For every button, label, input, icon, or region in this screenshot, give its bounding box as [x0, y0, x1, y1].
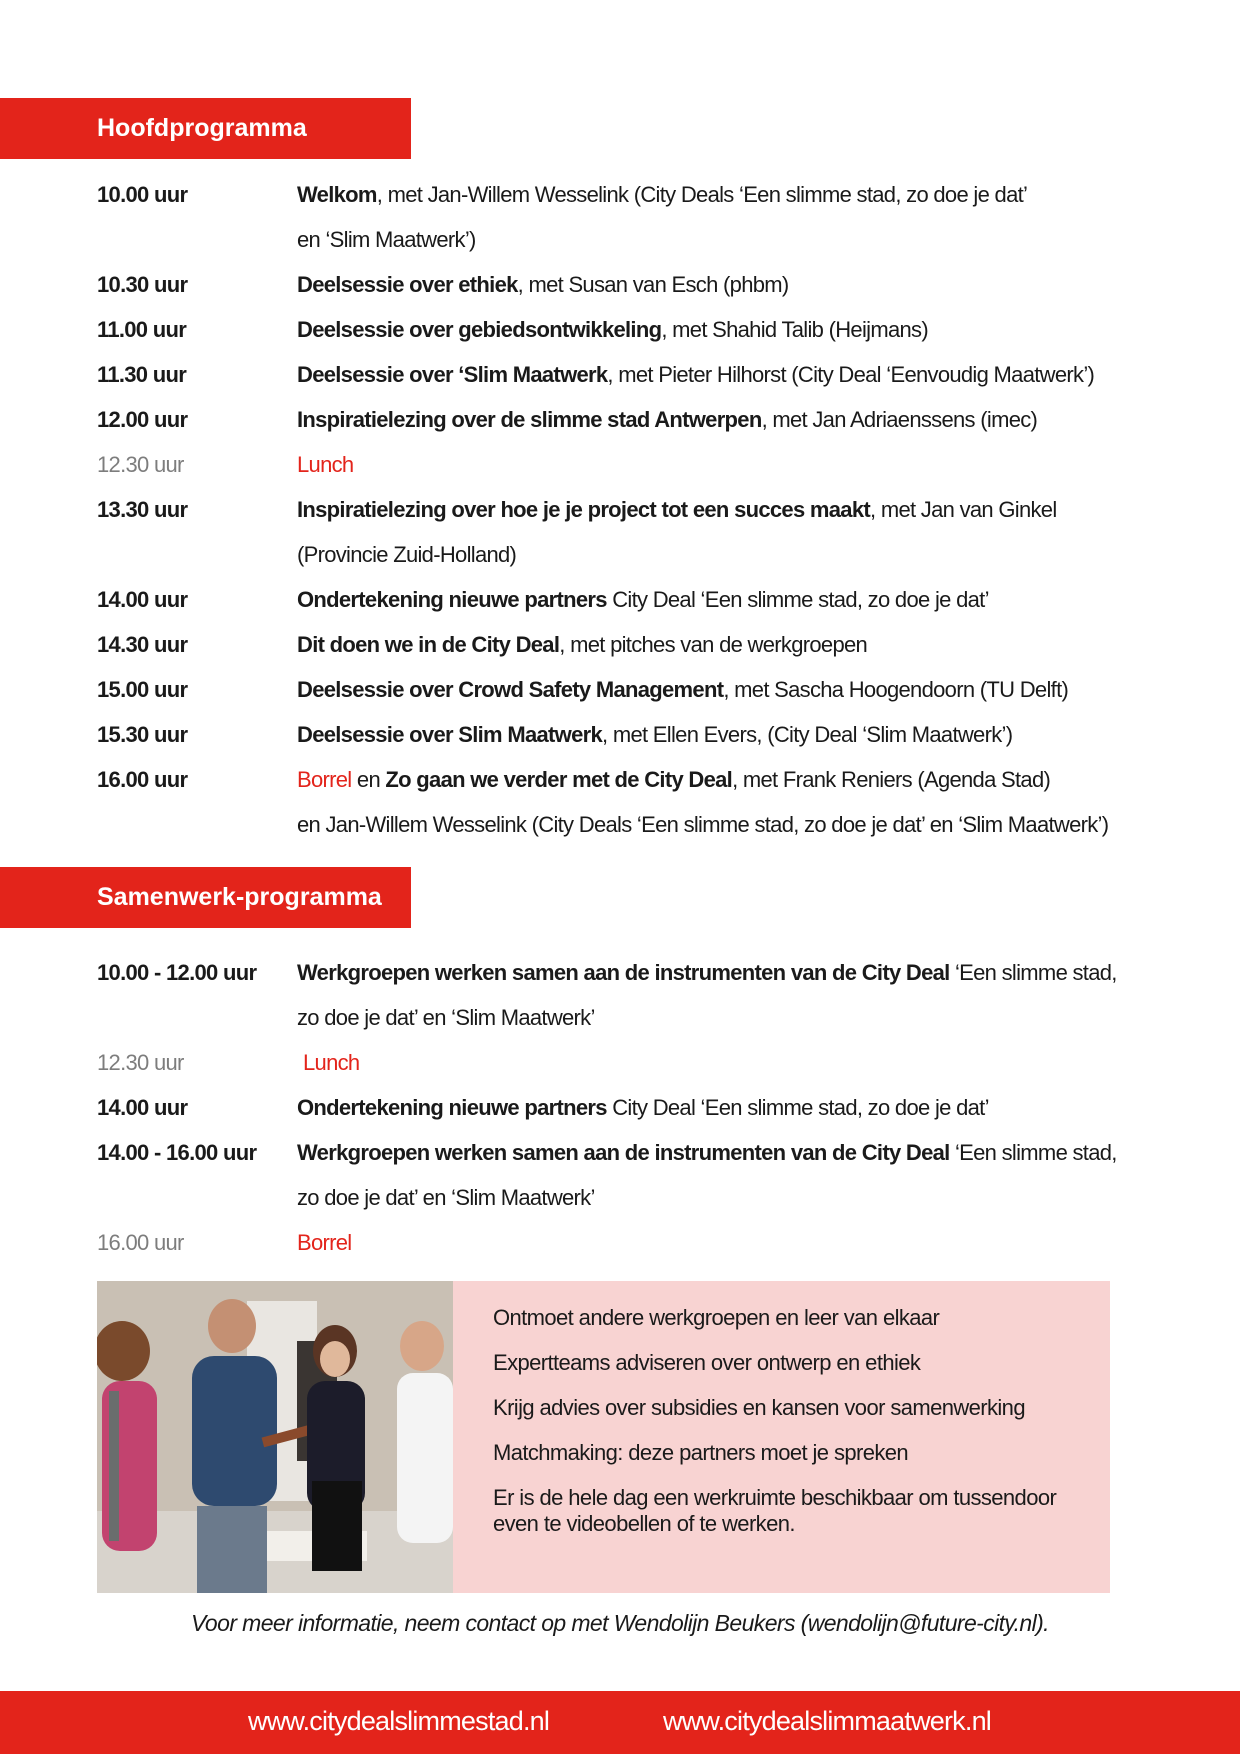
row-text: , met Sascha Hoogendoorn (TU Delft) [723, 677, 1069, 702]
row-text: , met Jan van Ginkel [870, 497, 1057, 522]
row-desc [297, 577, 1117, 622]
row-time: 11.00 uur [97, 317, 187, 342]
program-row [0, 487, 1240, 577]
info-item: Krijg advies over subsidies en kansen voor samenwerking [493, 1395, 1025, 1420]
program-row [0, 1130, 1240, 1220]
row-desc [297, 1085, 1117, 1130]
row-desc [297, 487, 1117, 577]
event-photo [97, 1281, 453, 1593]
row-time: 10.30 uur [97, 272, 188, 297]
footer-link-slimmaatwerk[interactable]: www.citydealslimmaatwerk.nl [663, 1706, 991, 1736]
info-item: Matchmaking: deze partners moet je spreken [493, 1440, 909, 1465]
lunch-label: Lunch [303, 1050, 360, 1075]
row-desc [297, 1220, 1117, 1265]
row-desc [297, 307, 1117, 352]
row-desc [297, 950, 1117, 1040]
row-desc [297, 397, 1117, 442]
row-desc [297, 667, 1117, 712]
event-photo-illustration [97, 1281, 453, 1593]
row-time: 12.30 uur [97, 1050, 184, 1075]
row-time: 14.00 - 16.00 uur [97, 1140, 257, 1165]
row-text: , met Susan van Esch (phbm) [517, 272, 789, 297]
program-row [0, 950, 1240, 1040]
footer-bar [0, 1691, 1240, 1754]
row-time: 16.00 uur [97, 1230, 184, 1255]
row-desc [297, 352, 1117, 397]
info-list [453, 1281, 1093, 1593]
program-row [0, 172, 1240, 262]
row-desc [297, 622, 1117, 667]
row-time: 12.30 uur [97, 452, 184, 477]
row-text: ‘Een slimme stad, [949, 960, 1117, 985]
row-text-cont: en ‘Slim Maatwerk’) [297, 227, 476, 252]
row-text: ‘Een slimme stad, [949, 1140, 1117, 1165]
row-bold: Zo gaan we verder met de City Deal [385, 767, 733, 792]
row-bold: Werkgroepen werken samen aan de instrumenten van de City Deal [297, 1140, 950, 1165]
row-bold: Welkom [297, 182, 377, 207]
collab-program-list [0, 950, 1240, 1265]
program-row-break [0, 1040, 1240, 1085]
row-desc [297, 262, 1117, 307]
program-row [0, 667, 1240, 712]
program-row-break [0, 1220, 1240, 1265]
row-time: 10.00 uur [97, 182, 188, 207]
row-time: 11.30 uur [97, 362, 187, 387]
row-text-cont: zo doe je dat’ en ‘Slim Maatwerk’ [297, 1185, 595, 1210]
row-text: , met Ellen Evers, (City Deal ‘Slim Maatwerk’) [602, 722, 1013, 747]
row-time: 15.30 uur [97, 722, 188, 747]
row-text: City Deal ‘Een slimme stad, zo doe je dat’ [606, 587, 989, 612]
row-bold: Dit doen we in de City Deal [297, 632, 560, 657]
row-bold: Ondertekening nieuwe partners [297, 1095, 607, 1120]
contact-line: Voor meer informatie, neem contact op met Wendolijn Beukers (wendolijn@future-city.nl). [191, 1610, 1049, 1636]
row-time: 14.30 uur [97, 632, 188, 657]
program-row [0, 712, 1240, 757]
row-text: en [351, 767, 386, 792]
row-bold: Deelsessie over gebiedsontwikkeling [297, 317, 662, 342]
row-bold: Ondertekening nieuwe partners [297, 587, 607, 612]
program-row [0, 352, 1240, 397]
row-text-cont: (Provincie Zuid-Holland) [297, 542, 517, 567]
info-item: Er is de hele dag een werkruimte beschikbaar om tussendoor even te videobellen of te werken. [493, 1485, 1057, 1536]
row-text: , met Pieter Hilhorst (City Deal ‘Eenvoudig Maatwerk’) [607, 362, 1095, 387]
row-time: 10.00 - 12.00 uur [97, 960, 257, 985]
row-text: , met Jan-Willem Wesselink (City Deals ‘Een slimme stad, zo doe je dat’ [376, 182, 1028, 207]
row-bold: Deelsessie over Crowd Safety Management [297, 677, 724, 702]
info-item: Ontmoet andere werkgroepen en leer van elkaar [493, 1305, 940, 1330]
program-row [0, 622, 1240, 667]
row-bold: Deelsessie over ‘Slim Maatwerk [297, 362, 608, 387]
row-text: City Deal ‘Een slimme stad, zo doe je dat’ [606, 1095, 989, 1120]
row-bold: Deelsessie over Slim Maatwerk [297, 722, 602, 747]
info-box [97, 1281, 1110, 1593]
row-desc [297, 1040, 1117, 1085]
program-row [0, 397, 1240, 442]
info-item: Expertteams adviseren over ontwerp en ethiek [493, 1350, 921, 1375]
row-desc [297, 172, 1117, 262]
row-text: , met Shahid Talib (Heijmans) [661, 317, 928, 342]
section-header-main: Hoofdprogramma [0, 98, 411, 159]
row-time: 15.00 uur [97, 677, 188, 702]
row-time: 12.00 uur [97, 407, 188, 432]
row-desc [297, 712, 1117, 757]
row-time: 14.00 uur [97, 1095, 188, 1120]
row-time: 13.30 uur [97, 497, 188, 522]
row-text-cont: en Jan-Willem Wesselink (City Deals ‘Een slimme stad, zo doe je dat’ en ‘Slim Maatwerk’) [297, 812, 1109, 837]
program-row [0, 1085, 1240, 1130]
row-time: 14.00 uur [97, 587, 188, 612]
program-row [0, 577, 1240, 622]
borrel-label: Borrel [297, 767, 352, 792]
row-bold: Deelsessie over ethiek [297, 272, 518, 297]
row-bold: Inspiratielezing over de slimme stad Antwerpen [297, 407, 762, 432]
row-desc [297, 1130, 1117, 1220]
row-bold: Inspiratielezing over hoe je je project tot een succes maakt [297, 497, 870, 522]
main-program-list [0, 172, 1240, 847]
program-row [0, 307, 1240, 352]
lunch-label: Lunch [297, 452, 354, 477]
program-row [0, 757, 1240, 847]
row-desc [297, 442, 1117, 487]
row-text: , met pitches van de werkgroepen [559, 632, 868, 657]
row-bold: Werkgroepen werken samen aan de instrumenten van de City Deal [297, 960, 950, 985]
row-text-cont: zo doe je dat’ en ‘Slim Maatwerk’ [297, 1005, 595, 1030]
program-row [0, 262, 1240, 307]
row-text: , met Frank Reniers (Agenda Stad) [732, 767, 1051, 792]
row-desc [297, 757, 1117, 847]
row-text: , met Jan Adriaenssens (imec) [761, 407, 1038, 432]
row-time: 16.00 uur [97, 767, 188, 792]
footer-link-slimmestad[interactable]: www.citydealslimmestad.nl [248, 1706, 550, 1736]
section-header-collab: Samenwerk-programma [0, 867, 411, 928]
program-row-break [0, 442, 1240, 487]
borrel-label: Borrel [297, 1230, 352, 1255]
